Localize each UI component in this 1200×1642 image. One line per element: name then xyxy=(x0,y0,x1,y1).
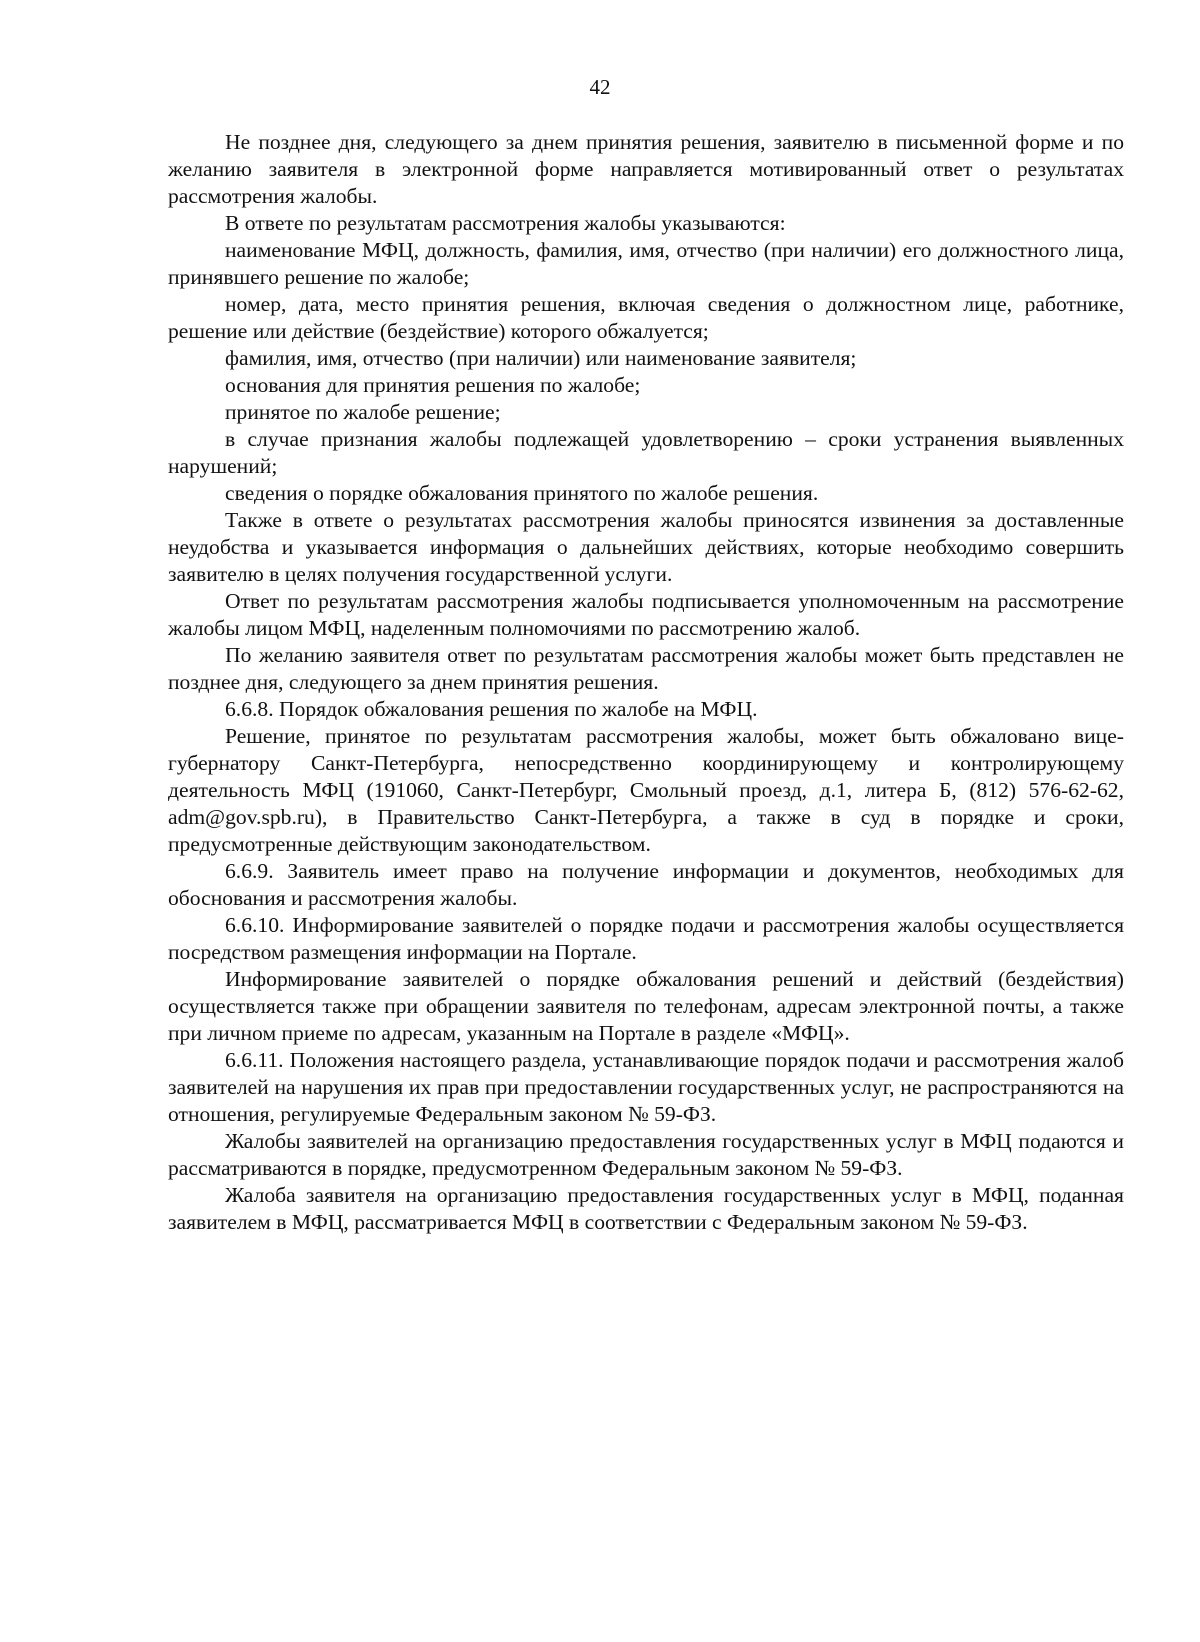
paragraph-item-applicant-name: фамилия, имя, отчество (при наличии) или наименование заявителя; xyxy=(225,346,857,370)
paragraph-item-grounds: основания для принятия решения по жалобе; xyxy=(225,373,641,397)
paragraph-item-decision-details: номер, дата, место принятия решения, включая сведения о должностном лице, работнике, решение или действие (бездействие) которого обжалуется; xyxy=(168,292,1124,343)
paragraph-mfc-complaint-review: Жалоба заявителя на организацию предоставления государственных услуг в МФЦ, поданная заявителем в МФЦ, рассматривается МФЦ в соответствии с Федеральным законом № 59-ФЗ. xyxy=(168,1183,1124,1234)
document-body xyxy=(168,129,1124,1236)
paragraph-reply-deadline: Не позднее дня, следующего за днем принятия решения, заявителю в письменной форме и по желанию заявителя в электронной форме направляется мотивированный ответ о результатах рассмотрения жалобы. xyxy=(168,130,1124,208)
paragraph-mfc-complaints: Жалобы заявителей на организацию предоставления государственных услуг в МФЦ подаются и рассматриваются в порядке, предусмотренном Федеральным законом № 59-ФЗ. xyxy=(168,1129,1124,1180)
paragraph-item-elimination-terms: в случае признания жалобы подлежащей удовлетворению – сроки устранения выявленных нарушений; xyxy=(168,427,1124,478)
paragraph-appeal-authorities: Решение, принятое по результатам рассмотрения жалобы, может быть обжаловано вице-губернатору Санкт-Петербурга, непосредственно координирующему и контролирующему деятельность МФЦ (191060, Санкт-Петербург, Смольный проезд, д.1, литера Б, (812) 576-62-62, adm@gov.spb.ru), в Правительство Санкт-Петербурга, а также в суд в порядке и сроки, предусмотренные действующим законодательством. xyxy=(168,724,1124,856)
paragraph-item-decision: принятое по жалобе решение; xyxy=(225,400,501,424)
paragraph-section-6-6-11: 6.6.11. Положения настоящего раздела, устанавливающие порядок подачи и рассмотрения жалоб заявителей на нарушения их прав при предоставлении государственных услуг, не распространяются на отношения, регулируемые Федеральным законом № 59-ФЗ. xyxy=(168,1048,1124,1126)
paragraph-reply-contents-intro: В ответе по результатам рассмотрения жалобы указываются: xyxy=(225,211,786,235)
page-number: 42 xyxy=(589,75,611,99)
paragraph-section-6-6-8: 6.6.8. Порядок обжалования решения по жалобе на МФЦ. xyxy=(225,697,758,721)
paragraph-apologies: Также в ответе о результатах рассмотрения жалобы приносятся извинения за доставленные неудобства и указывается информация о дальнейших действиях, которые необходимо совершить заявителю в целях получения государственной услуги. xyxy=(168,508,1124,586)
paragraph-section-6-6-9: 6.6.9. Заявитель имеет право на получение информации и документов, необходимых для обоснования и рассмотрения жалобы. xyxy=(168,859,1124,910)
paragraph-reply-signature: Ответ по результатам рассмотрения жалобы подписывается уполномоченным на рассмотрение жалобы лицом МФЦ, наделенным полномочиями по рассмотрению жалоб. xyxy=(168,589,1124,640)
paragraph-section-6-6-10: 6.6.10. Информирование заявителей о порядке подачи и рассмотрения жалобы осуществляется посредством размещения информации на Портале. xyxy=(168,913,1124,964)
paragraph-item-mfc-official: наименование МФЦ, должность, фамилия, имя, отчество (при наличии) его должностного лица, принявшего решение по жалобе; xyxy=(168,238,1124,289)
paragraph-informing-channels: Информирование заявителей о порядке обжалования решений и действий (бездействия) осуществляется также при обращении заявителя по телефонам, адресам электронной почты, а также при личном приеме по адресам, указанным на Портале в разделе «МФЦ». xyxy=(168,967,1124,1045)
paragraph-reply-on-request: По желанию заявителя ответ по результатам рассмотрения жалобы может быть представлен не позднее дня, следующего за днем принятия решения. xyxy=(168,643,1124,694)
paragraph-item-appeal-procedure: сведения о порядке обжалования принятого по жалобе решения. xyxy=(225,481,819,505)
